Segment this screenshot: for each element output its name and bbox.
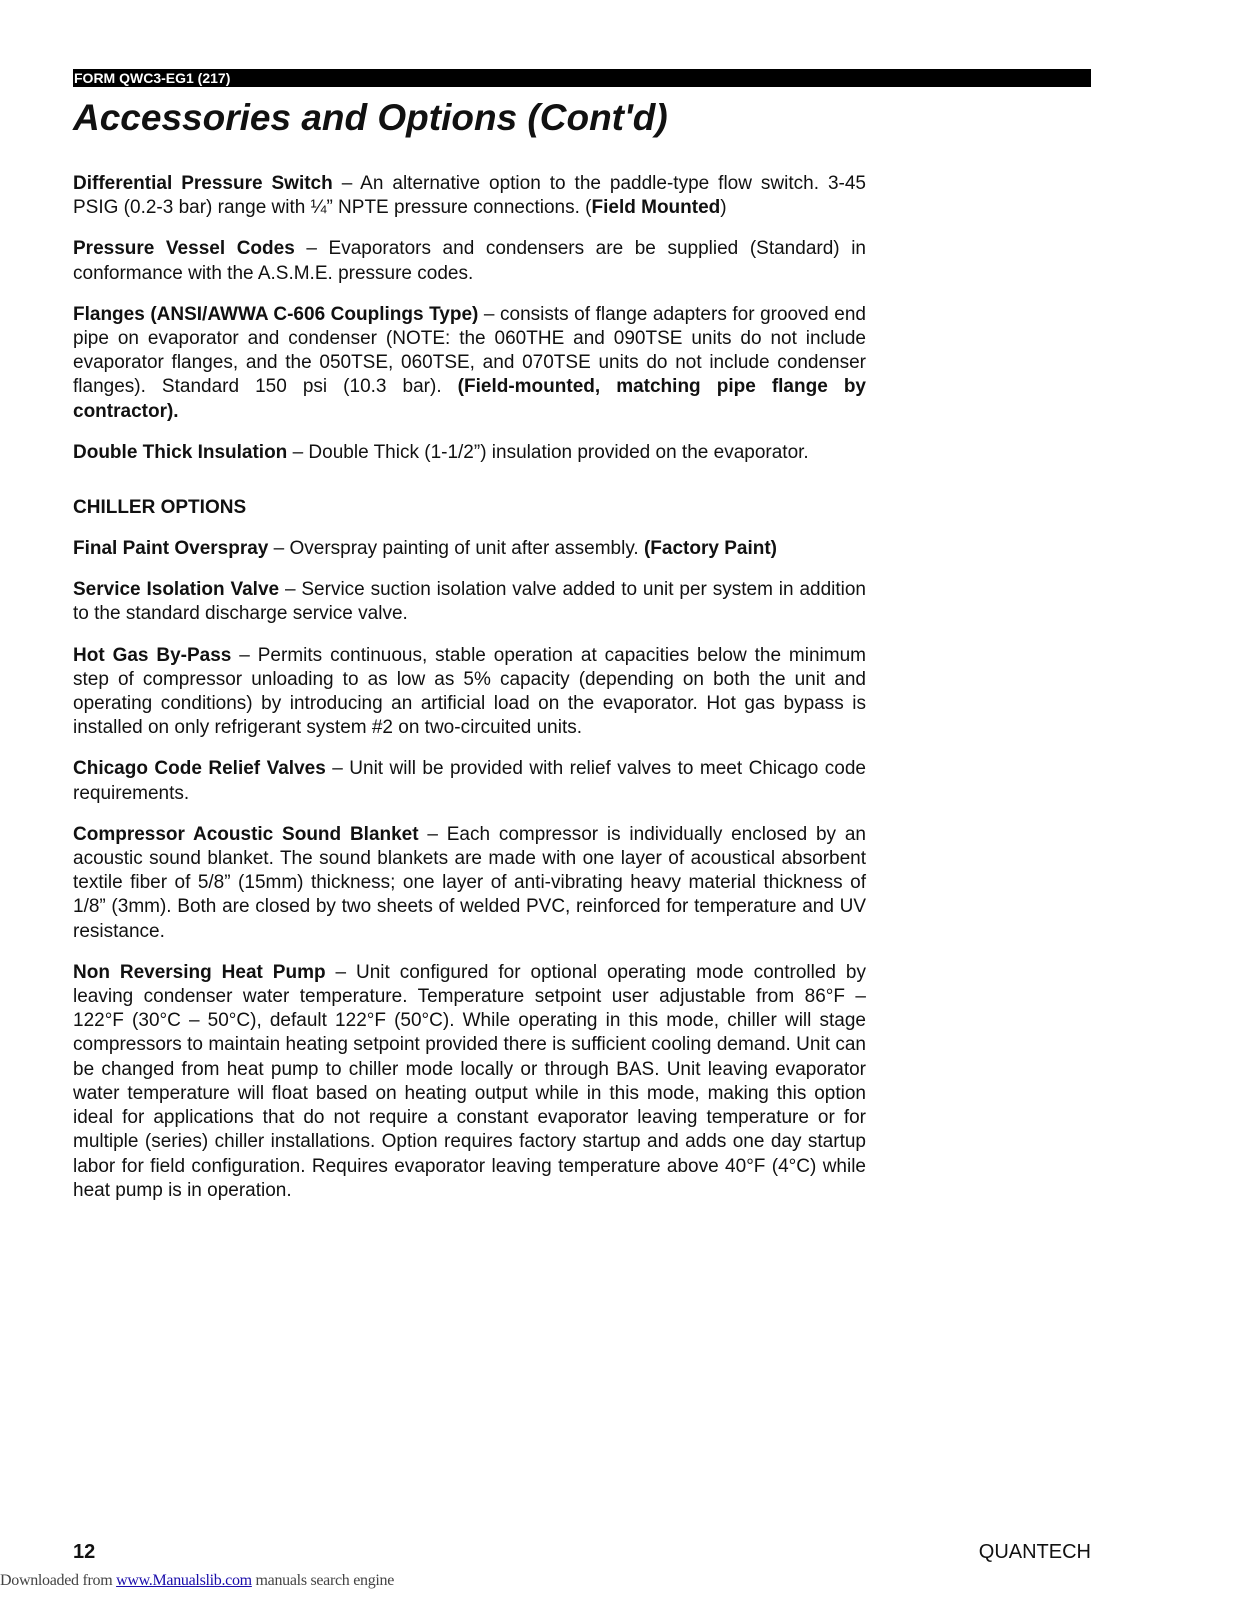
description: – Overspray painting of unit after assembly. bbox=[268, 538, 644, 560]
content bbox=[73, 172, 866, 1220]
term: Non Reversing Heat Pump bbox=[73, 961, 326, 983]
accessory-pressure-vessel-codes bbox=[73, 237, 866, 285]
description: – consists of flange adapters for grooved end pipe on evaporator and condenser (NOTE: the 060THE and 090TSE units do not include evaporator flanges, and the 050TSE, 060TSE, and 070TSE units do not include condenser flanges). Standard 150 psi (10.3 bar). bbox=[73, 303, 866, 398]
brand-name: QUANTECH bbox=[978, 1541, 1091, 1563]
description: – Service suction isolation valve added to unit per system in addition to the standard discharge service valve. bbox=[73, 579, 867, 625]
download-prefix: Downloaded from bbox=[0, 1572, 117, 1589]
term: Chicago Code Relief Valves bbox=[73, 758, 326, 780]
option-compressor-acoustic-sound-blanket bbox=[73, 823, 866, 944]
chiller-options-heading: CHILLER OPTIONS bbox=[73, 497, 247, 519]
term: Pressure Vessel Codes bbox=[73, 238, 295, 260]
term: Compressor Acoustic Sound Blanket bbox=[73, 823, 419, 845]
option-non-reversing-heat-pump bbox=[73, 961, 866, 1203]
accessory-differential-pressure-switch bbox=[73, 172, 866, 220]
option-hot-gas-bypass bbox=[73, 644, 866, 741]
option-service-isolation-valve bbox=[73, 578, 866, 626]
description: – Double Thick (1-1/2”) insulation provided on the evaporator. bbox=[287, 441, 809, 463]
description: – Unit configured for optional operating mode controlled by leaving condenser water temperature. Temperature setpoint user adjustable from 86°F – 122°F (30°C – 50°C), default 122°F (50°C). While operating in this mode, chiller will stage compressors to maintain heating setpoint provided there is sufficient cooling demand. Unit can be changed from heat pump to chiller mode locally or through BAS. Unit leaving evaporator water temperature will float based on heating output while in this mode, making this option ideal for applications that do not require a constant evaporator leaving temperature or for multiple (series) chiller installations. Option requires factory startup and adds one day startup labor for field configuration. Requires evaporator leaving temperature above 40°F (4°C) while heat pump is in operation. bbox=[73, 961, 866, 1201]
description: – An alternative option to the paddle-type flow switch. 3-45 PSIG (0.2-3 bar) range with ¼” NPTE pressure connections. ( bbox=[73, 173, 866, 219]
term: Flanges (ANSI/AWWA C-606 Couplings Type) bbox=[73, 303, 479, 325]
note: (Factory Paint) bbox=[643, 538, 777, 560]
term: Final Paint Overspray bbox=[73, 538, 269, 560]
closing-paren: ) bbox=[720, 197, 727, 219]
form-label: FORM QWC3-EG1 (217) bbox=[74, 70, 231, 86]
term: Hot Gas By-Pass bbox=[73, 644, 232, 666]
page-title: Accessories and Options (Cont'd) bbox=[73, 97, 668, 138]
description: – Evaporators and condensers are be supplied (Standard) in conformance with the A.S.M.E. pressure codes. bbox=[73, 238, 866, 284]
term: Double Thick Insulation bbox=[73, 441, 288, 463]
accessory-double-thick-insulation bbox=[73, 441, 866, 465]
download-suffix: manuals search engine bbox=[251, 1572, 395, 1589]
page-number: 12 bbox=[73, 1541, 96, 1563]
accessory-flanges bbox=[73, 303, 866, 424]
description: – Each compressor is individually enclosed by an acoustic sound blanket. The sound blankets are made with one layer of acoustical absorbent textile fiber of 5/8” (15mm) thickness; one layer of anti-vibrating heavy material thickness of 1/8” (3mm). Both are closed by two sheets of welded PVC, reinforced for temperature and UV resistance. bbox=[73, 823, 866, 942]
download-credit bbox=[0, 1572, 394, 1590]
manualslib-link[interactable]: www.Manualslib.com bbox=[116, 1572, 252, 1589]
term: Differential Pressure Switch bbox=[73, 173, 333, 194]
note: (Field-mounted, matching pipe flange by contractor). bbox=[73, 376, 866, 422]
note: Field Mounted bbox=[591, 197, 721, 219]
option-chicago-code-relief-valves bbox=[73, 757, 866, 805]
description: – Unit will be provided with relief valves to meet Chicago code requirements. bbox=[73, 758, 866, 804]
term: Service Isolation Valve bbox=[73, 579, 280, 601]
option-final-paint-overspray bbox=[73, 537, 866, 561]
description: – Permits continuous, stable operation at capacities below the minimum step of compressor unloading to as low as 5% capacity (depending on both the unit and operating conditions) by introducing an artificial load on the evaporator. Hot gas bypass is installed on only refrigerant system #2 on two-circuited units. bbox=[73, 644, 866, 739]
